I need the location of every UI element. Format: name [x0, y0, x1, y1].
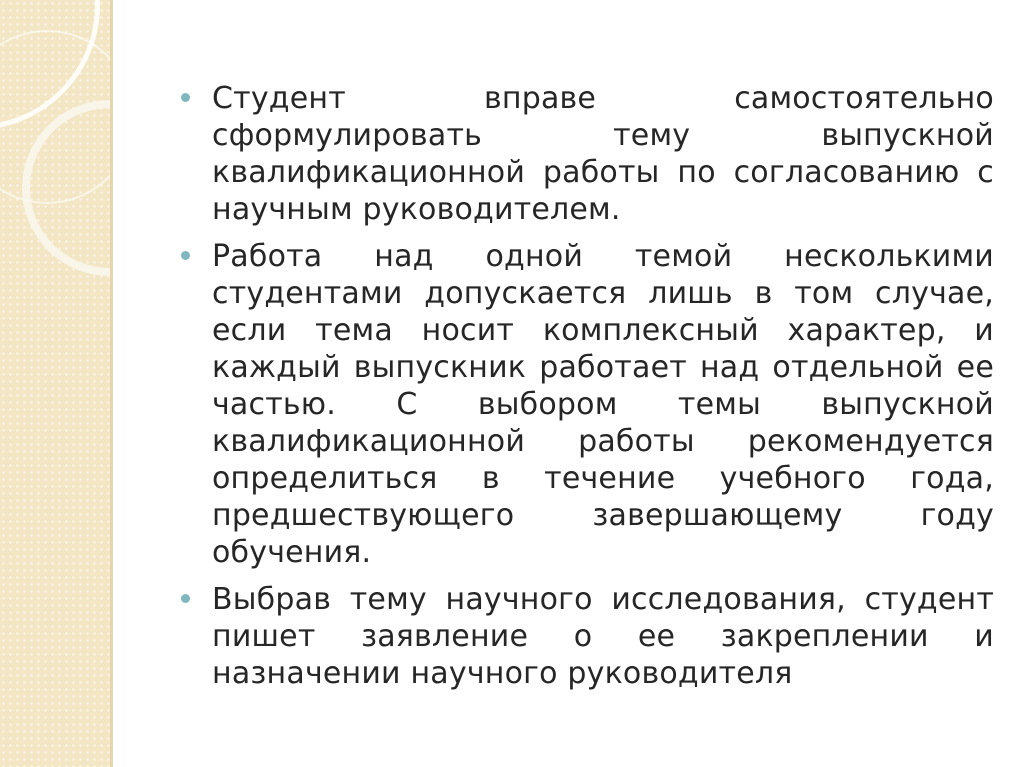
bullet-dot-icon — [181, 251, 190, 260]
bullet-text: Выбрав тему научного исследования, студент пишет заявление о ее закреплении и назначении научного руководителя — [212, 582, 994, 691]
bullet-list — [178, 80, 994, 692]
bullet-dot-icon — [181, 93, 190, 102]
decorative-side-band — [0, 0, 110, 767]
bullet-item — [178, 581, 994, 692]
bullet-text: Студент вправе самостоятельно сформулировать тему выпускной квалификационной работы по согласованию с научным руководителем. — [212, 81, 994, 227]
slide-content — [178, 80, 994, 702]
bullet-text: Работа над одной темой несколькими студентами допускается лишь в том случае, если тема носит комплексный характер, и каждый выпускник работает над отдельной ее частью. С выбором темы выпускной квалификационной работы рекомендуется определиться в течение учебного года, предшествующего завершающему году обучения. — [212, 239, 994, 570]
side-band-edge — [110, 0, 113, 767]
bullet-item — [178, 238, 994, 571]
bullet-dot-icon — [181, 594, 190, 603]
bullet-item — [178, 80, 994, 228]
